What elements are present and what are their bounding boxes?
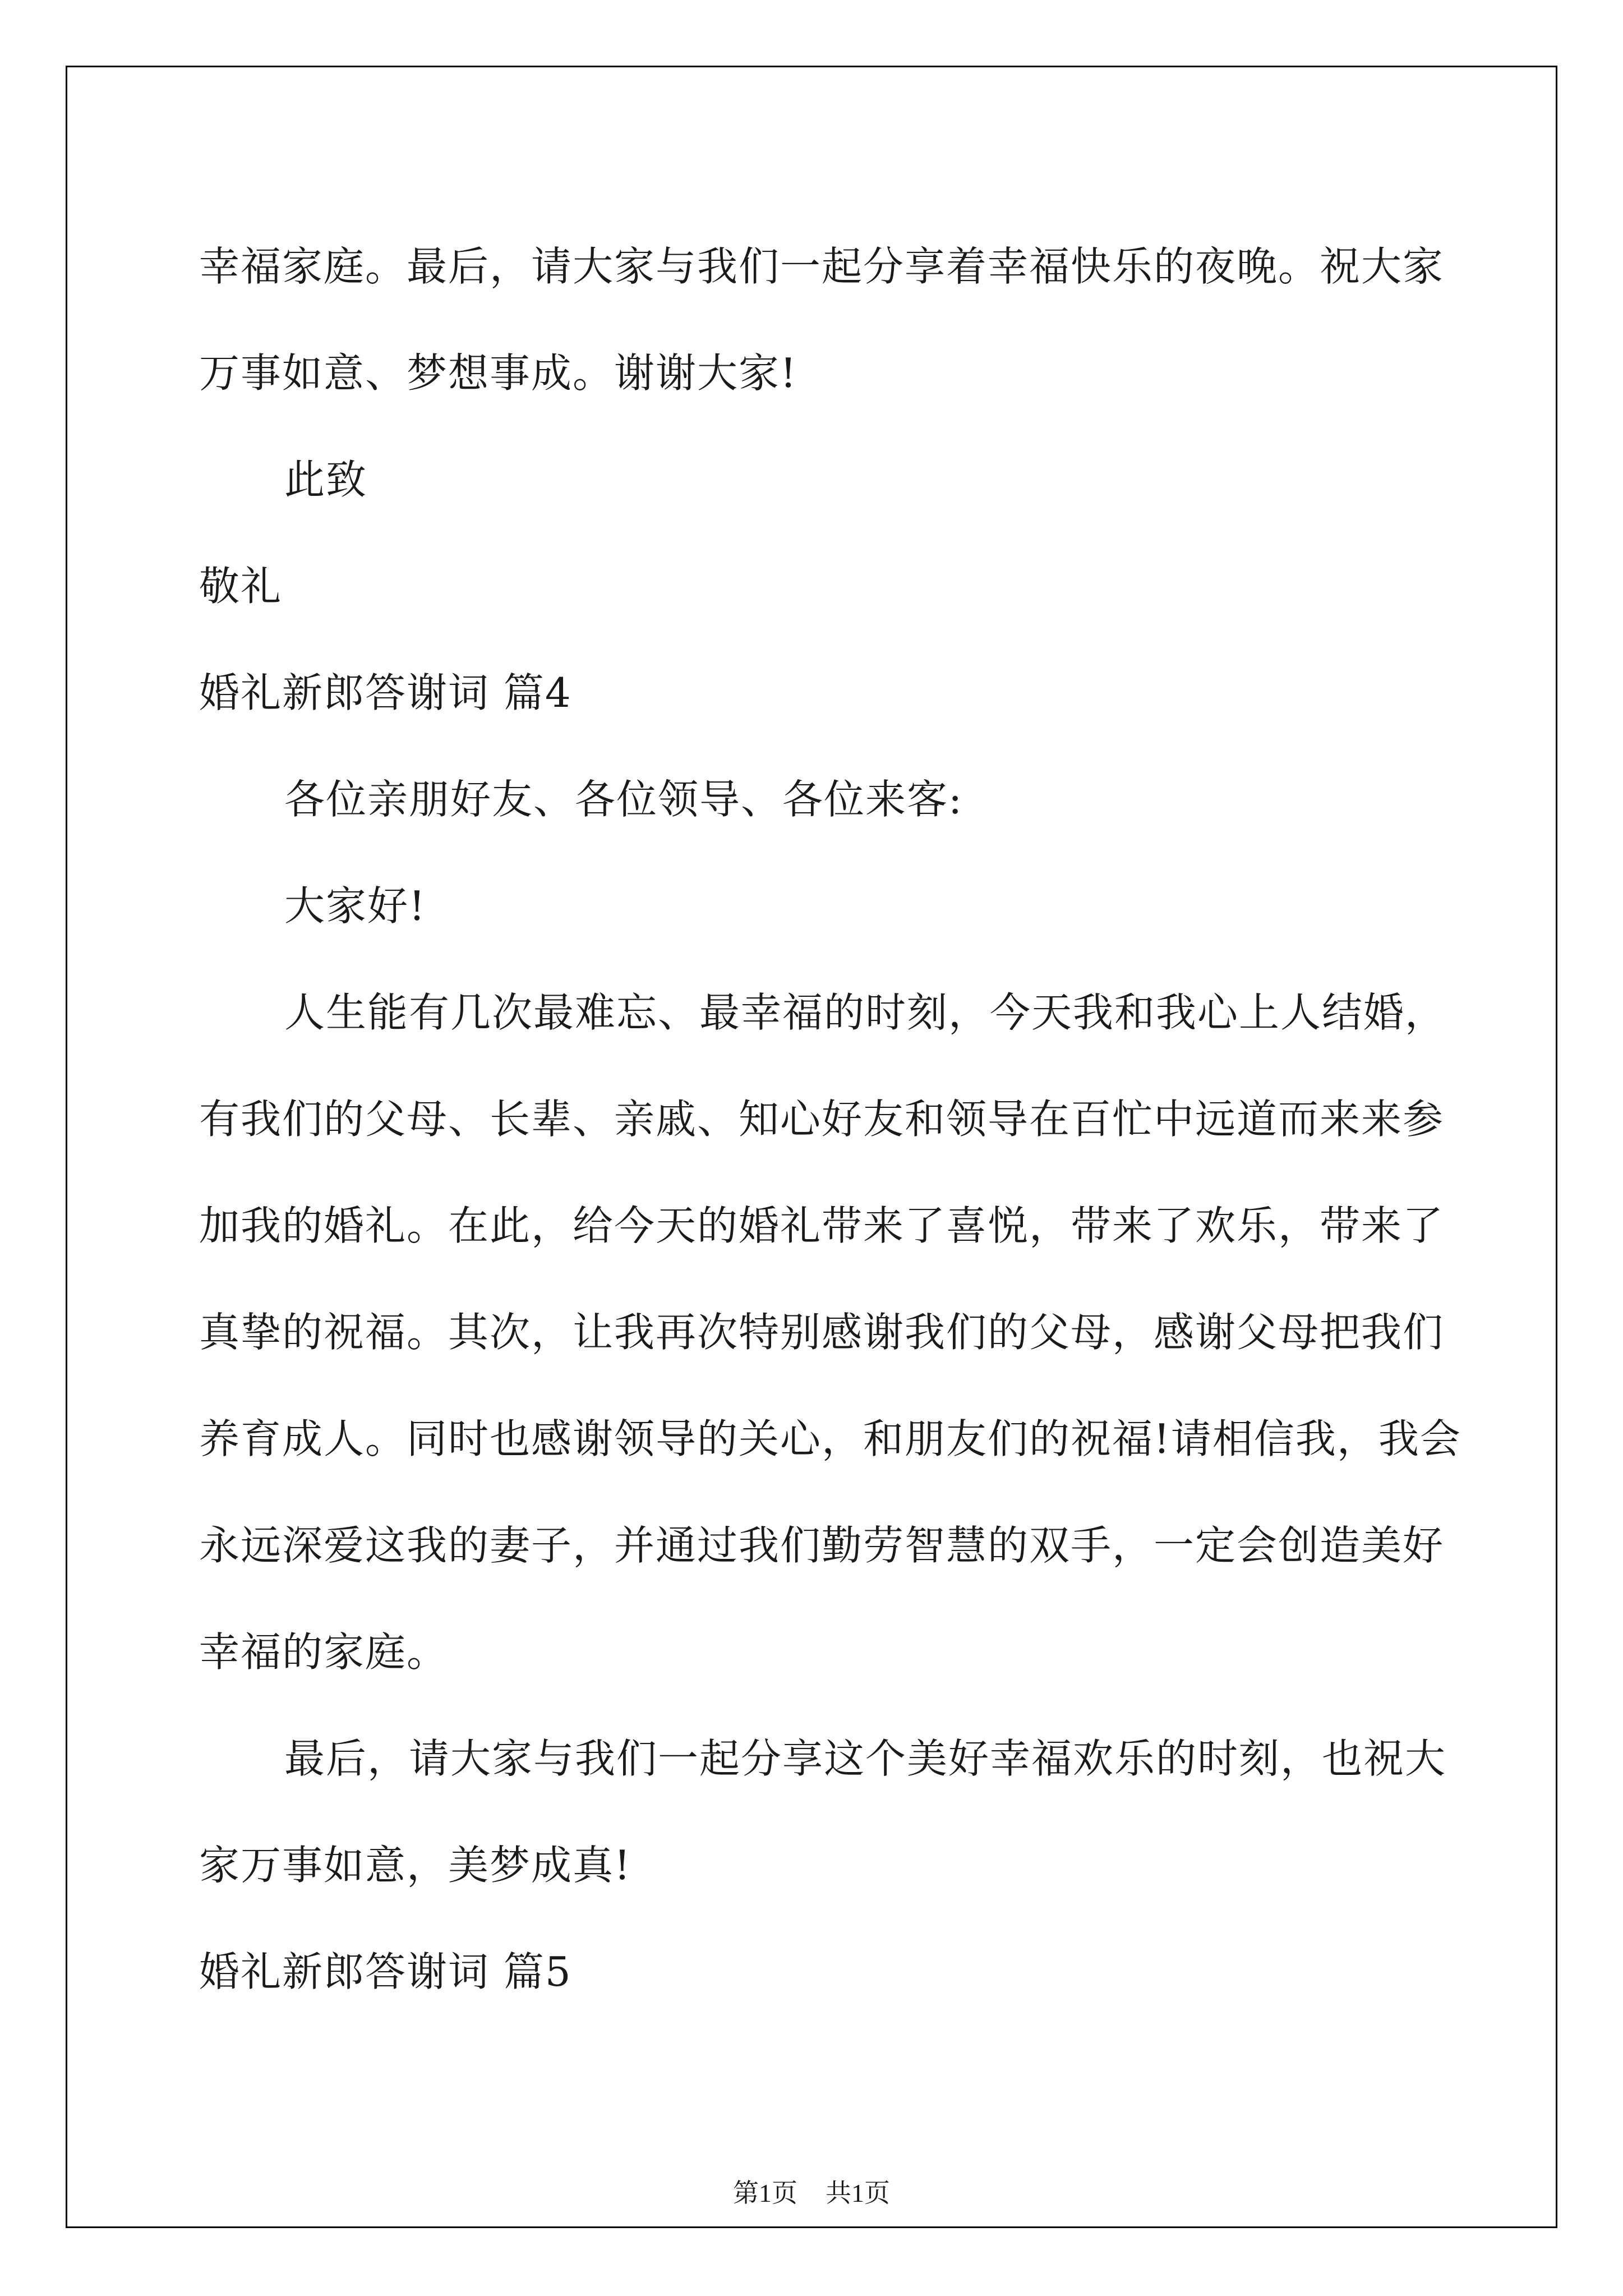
paragraph-line: 养育成人。同时也感谢领导的关心，和朋友们的祝福!请相信我，我会 [199,1415,1461,1462]
paragraph-line: 最后，请大家与我们一起分享这个美好幸福欢乐的时刻，也祝大 [284,1735,1447,1782]
paragraph-line: 永远深爱这我的妻子，并通过我们勤劳智慧的双手，一定会创造美好 [199,1522,1445,1569]
paragraph-line: 真挚的祝福。其次，让我再次特别感谢我们的父母，感谢父母把我们 [199,1309,1445,1356]
paragraph-line: 人生能有几次最难忘、最幸福的时刻，今天我和我心上人结婚， [284,989,1447,1036]
section-heading: 婚礼新郎答谢词 篇4 [199,669,572,716]
closing-salutation: 此致 [284,456,368,503]
paragraph-line: 有我们的父母、长辈、亲戚、知心好友和领导在百忙中远道而来来参 [199,1096,1445,1143]
page-number-total: 共1页 [826,2179,890,2207]
document-body [199,213,1461,2025]
section-heading: 婚礼新郎答谢词 篇5 [199,1948,572,1995]
paragraph-line: 加我的婚礼。在此，给今天的婚礼带来了喜悦，带来了欢乐，带来了 [199,1202,1445,1249]
page-number-current: 第1页 [733,2179,797,2207]
paragraph-line: 幸福家庭。最后，请大家与我们一起分享着幸福快乐的夜晚。祝大家 [199,243,1445,290]
greeting-line: 各位亲朋好友、各位领导、各位来客: [284,776,963,823]
paragraph-line: 家万事如意，美梦成真! [199,1842,631,1889]
page-footer [0,2177,1623,2210]
greeting-line: 大家好! [284,882,426,930]
closing-regards: 敬礼 [199,563,283,610]
paragraph-line: 幸福的家庭。 [199,1628,449,1676]
paragraph-line: 万事如意、梦想事成。谢谢大家! [199,349,797,397]
